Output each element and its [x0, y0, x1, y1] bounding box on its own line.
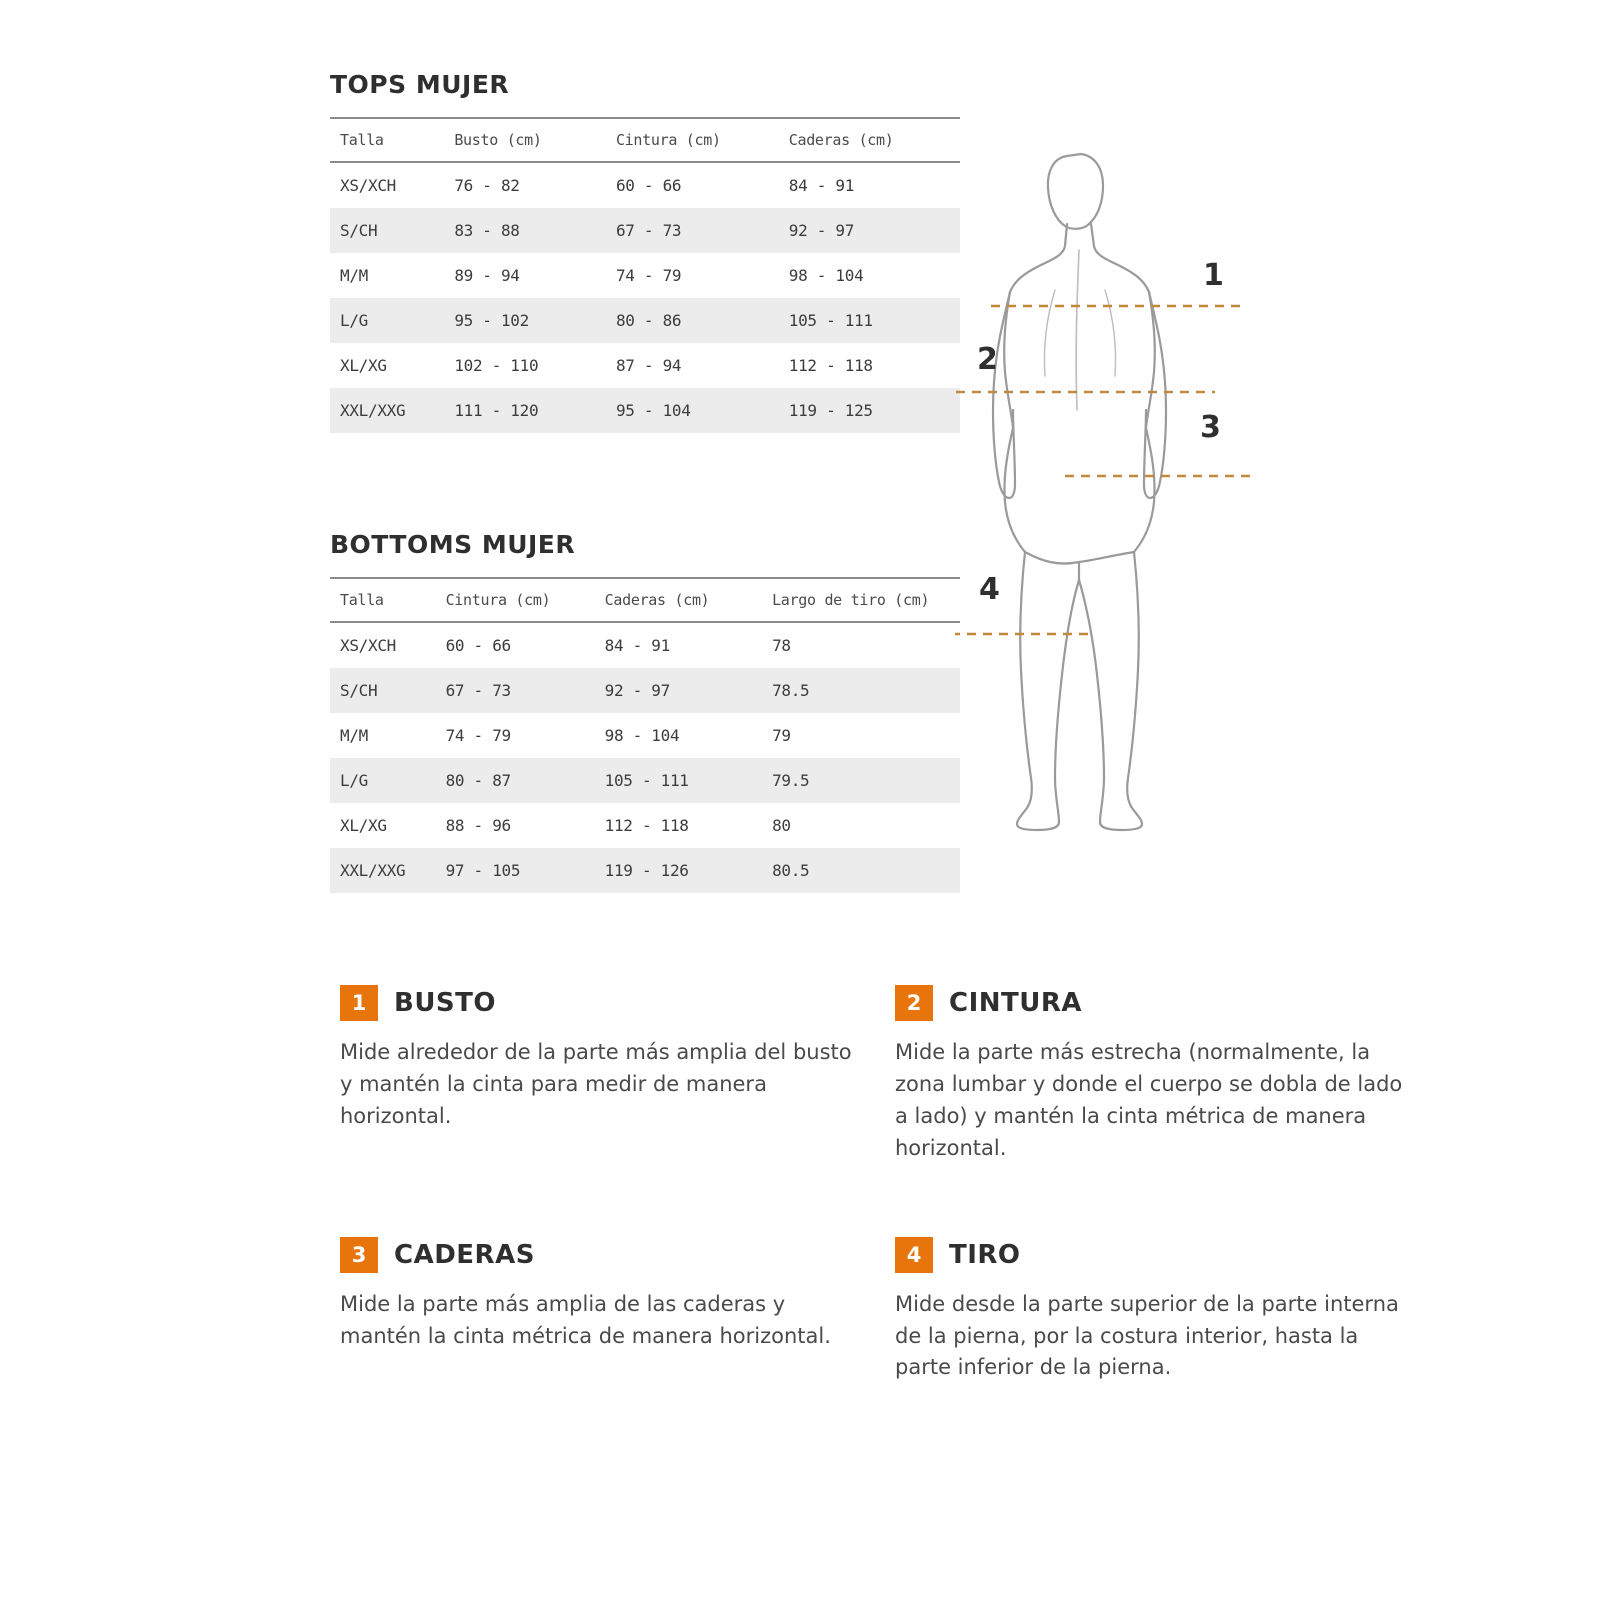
legend-text-caderas: Mide la parte más amplia de las caderas y mantén la cinta métrica de manera horizontal. — [340, 1291, 831, 1348]
cell-cintura: 88 - 96 — [445, 816, 511, 835]
cell-tiro: 80 — [772, 816, 791, 835]
figure-marker-2: 2 — [977, 342, 998, 377]
table-row — [330, 803, 960, 848]
table-header-row — [330, 578, 960, 622]
table-row — [330, 162, 960, 208]
cell-cintura: 67 - 73 — [445, 681, 511, 700]
table-row — [330, 298, 960, 343]
cell-cintura: 87 - 94 — [615, 356, 682, 375]
cell-caderas: 112 - 118 — [604, 816, 689, 835]
cell-cintura: 80 - 87 — [445, 771, 511, 790]
cell-cintura: 97 - 105 — [445, 861, 521, 880]
bottoms-size-table-block — [330, 530, 960, 893]
cell-caderas: 105 - 111 — [788, 311, 873, 330]
legend-item-busto — [340, 985, 895, 1165]
figure-marker-3: 3 — [1200, 410, 1221, 445]
cell-tiro: 80.5 — [772, 861, 810, 880]
cell-caderas: 112 - 118 — [788, 356, 873, 375]
table-row — [330, 848, 960, 893]
cell-caderas: 98 - 104 — [788, 266, 864, 285]
legend-item-cintura — [895, 985, 1450, 1165]
legend-text-tiro: Mide desde la parte superior de la parte interna de la pierna, por la costura interior, hasta la parte inferior de la pierna. — [895, 1291, 1399, 1380]
legend-row-bottom — [340, 1237, 1450, 1419]
column-header-largo-de-tiro: Largo de tiro (cm) — [762, 578, 960, 622]
cell-cintura: 74 - 79 — [615, 266, 682, 285]
column-header-talla: Talla — [330, 578, 436, 622]
figure-marker-4: 4 — [979, 572, 1000, 607]
cell-talla: M/M — [340, 726, 368, 745]
column-header-cintura: Cintura (cm) — [606, 118, 779, 162]
cell-talla: XS/XCH — [340, 176, 396, 195]
badge-4: 4 — [895, 1237, 933, 1273]
bottoms-size-table — [330, 577, 960, 893]
legend-head-caderas — [340, 1237, 855, 1273]
table-row — [330, 388, 960, 433]
cell-cintura: 80 - 86 — [615, 311, 682, 330]
cell-busto: 102 - 110 — [454, 356, 539, 375]
table-row — [330, 668, 960, 713]
table-row — [330, 343, 960, 388]
legend-title-tiro: TIRO — [949, 1239, 1021, 1270]
cell-talla: XXL/XXG — [340, 401, 406, 420]
cell-tiro: 79 — [772, 726, 791, 745]
cell-caderas: 84 - 91 — [604, 636, 670, 655]
legend-head-cintura — [895, 985, 1410, 1021]
cell-caderas: 84 - 91 — [788, 176, 855, 195]
cell-caderas: 119 - 126 — [604, 861, 689, 880]
column-header-caderas: Caderas (cm) — [779, 118, 960, 162]
cell-busto: 95 - 102 — [454, 311, 529, 330]
cell-caderas: 105 - 111 — [604, 771, 689, 790]
cell-caderas: 92 - 97 — [604, 681, 670, 700]
cell-talla: M/M — [340, 266, 368, 285]
cell-busto: 76 - 82 — [454, 176, 520, 195]
column-header-cintura: Cintura (cm) — [436, 578, 595, 622]
cell-talla: S/CH — [340, 681, 378, 700]
cell-caderas: 92 - 97 — [788, 221, 855, 240]
tops-size-table — [330, 117, 960, 433]
column-header-talla: Talla — [330, 118, 444, 162]
cell-tiro: 78 — [772, 636, 791, 655]
table-header-row — [330, 118, 960, 162]
table-row — [330, 622, 960, 668]
cell-tiro: 78.5 — [772, 681, 810, 700]
female-body-silhouette-icon — [955, 110, 1285, 840]
legend-item-caderas — [340, 1237, 895, 1385]
cell-busto: 111 - 120 — [454, 401, 539, 420]
legend-row-top — [340, 985, 1450, 1199]
tops-size-table-block — [330, 70, 960, 433]
cell-cintura: 60 - 66 — [445, 636, 511, 655]
cell-caderas: 98 - 104 — [604, 726, 680, 745]
cell-cintura: 74 - 79 — [445, 726, 511, 745]
table-row — [330, 758, 960, 803]
table-row — [330, 208, 960, 253]
legend-item-tiro — [895, 1237, 1450, 1385]
legend-text-cintura: Mide la parte más estrecha (normalmente, la zona lumbar y donde el cuerpo se dobla de lado a lado) y mantén la cinta métrica de manera horizontal. — [895, 1040, 1403, 1160]
legend-title-busto: BUSTO — [394, 988, 496, 1018]
column-header-busto: Busto (cm) — [444, 118, 606, 162]
bottoms-section-title: BOTTOMS MUJER — [330, 530, 576, 559]
column-header-caderas: Caderas (cm) — [595, 578, 762, 622]
cell-cintura: 60 - 66 — [615, 176, 682, 195]
figure-marker-1: 1 — [1203, 258, 1224, 293]
legend-title-caderas: CADERAS — [394, 1239, 535, 1270]
cell-talla: L/G — [340, 311, 368, 330]
cell-caderas: 119 - 125 — [788, 401, 873, 420]
measurement-legend — [340, 985, 1450, 1418]
cell-busto: 89 - 94 — [454, 266, 520, 285]
badge-2: 2 — [895, 985, 933, 1021]
legend-head-tiro — [895, 1237, 1410, 1273]
legend-head-busto — [340, 985, 855, 1021]
badge-1: 1 — [340, 985, 378, 1021]
body-figure-diagram — [955, 110, 1285, 840]
cell-cintura: 67 - 73 — [615, 221, 682, 240]
cell-talla: XL/XG — [340, 356, 387, 375]
tops-section-title: TOPS MUJER — [330, 70, 510, 99]
cell-talla: S/CH — [340, 221, 378, 240]
cell-tiro: 79.5 — [772, 771, 810, 790]
cell-talla: XL/XG — [340, 816, 387, 835]
legend-text-busto: Mide alrededor de la parte más amplia del busto y mantén la cinta para medir de manera horizontal. — [340, 1040, 852, 1128]
cell-talla: L/G — [340, 771, 368, 790]
legend-title-cintura: CINTURA — [949, 988, 1083, 1018]
cell-cintura: 95 - 104 — [615, 401, 691, 420]
badge-3: 3 — [340, 1237, 378, 1273]
table-row — [330, 713, 960, 758]
cell-busto: 83 - 88 — [454, 221, 520, 240]
cell-talla: XXL/XXG — [340, 861, 406, 880]
table-row — [330, 253, 960, 298]
cell-talla: XS/XCH — [340, 636, 396, 655]
